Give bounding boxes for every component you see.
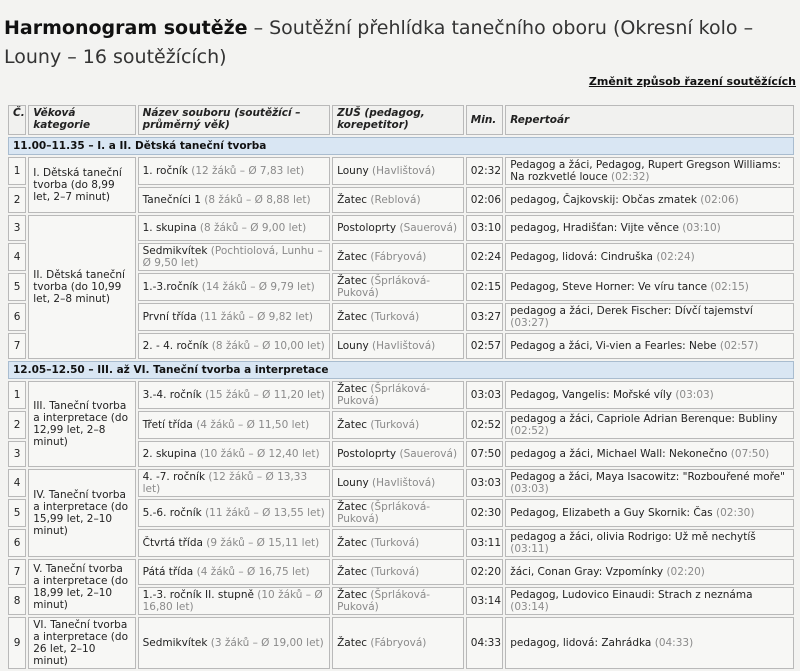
ensemble-name: 1. ročník	[142, 165, 188, 177]
school-name: Postoloprty	[337, 222, 397, 234]
duration: 02:06	[466, 187, 503, 213]
ensemble-name: Pátá třída	[142, 566, 194, 578]
ensemble-cell	[138, 441, 330, 467]
row-number: 3	[8, 215, 26, 241]
school-cell	[332, 187, 464, 213]
school-cell	[332, 303, 464, 331]
repertoire-cell	[505, 187, 794, 213]
duration: 04:33	[466, 617, 503, 669]
teacher-name: (Reblová)	[370, 194, 421, 206]
ensemble-cell	[138, 411, 330, 439]
duration: 03:10	[466, 215, 503, 241]
ensemble-name: Tanečníci 1	[142, 194, 201, 206]
row-number: 1	[8, 157, 26, 185]
teacher-name: (Sauerová)	[399, 448, 458, 460]
ensemble-info: (12 žáků – Ø 7,83 let)	[191, 165, 305, 177]
ensemble-info: (15 žáků – Ø 11,20 let)	[205, 389, 325, 401]
row-number: 3	[8, 441, 26, 467]
school-cell	[332, 243, 464, 271]
repertoire-cell	[505, 215, 794, 241]
repertoire-text: Pedagog, Steve Horner: Ve víru tance	[510, 281, 708, 293]
schedule-table	[6, 103, 796, 671]
duration: 03:11	[466, 529, 503, 557]
ensemble-cell	[138, 469, 330, 497]
repertoire-time: (03:03)	[675, 389, 714, 401]
teacher-name: (Havlištová)	[372, 165, 436, 177]
row-number: 1	[8, 381, 26, 409]
header-repertoar: Repertoár	[505, 105, 794, 135]
table-row	[8, 617, 794, 669]
row-number: 4	[8, 243, 26, 271]
repertoire-time: (02:30)	[715, 507, 755, 519]
repertoire-cell	[505, 587, 794, 615]
ensemble-info: (Pochtiolová, Lunhu – Ø 9,50 let)	[142, 245, 323, 269]
row-number: 9	[8, 617, 26, 669]
repertoire-cell	[505, 529, 794, 557]
school-cell	[332, 441, 464, 467]
ensemble-name: První třída	[142, 311, 197, 323]
age-category: VI. Taneční tvorba a interpretace (do 26 let, 2–10 minut)	[28, 617, 135, 669]
age-category: V. Taneční tvorba a interpretace (do 18,99 let, 2–10 minut)	[28, 559, 135, 615]
school-name: Žatec	[337, 537, 368, 549]
repertoire-time: (02:24)	[656, 251, 695, 263]
ensemble-name: 1.-3.ročník	[142, 281, 199, 293]
repertoire-text: Pedagog, Ludovico Einaudi: Strach z neznáma	[510, 589, 753, 601]
duration: 02:30	[466, 499, 503, 527]
duration: 03:03	[466, 381, 503, 409]
duration: 07:50	[466, 441, 503, 467]
ensemble-name: Třetí třída	[142, 419, 193, 431]
ensemble-info: (9 žáků – Ø 15,11 let)	[206, 537, 320, 549]
repertoire-time: (03:14)	[510, 601, 549, 613]
school-cell	[332, 411, 464, 439]
repertoire-text: pedagog, lidová: Zahrádka	[510, 637, 652, 649]
repertoire-time: (04:33)	[654, 637, 694, 649]
ensemble-cell	[138, 303, 330, 331]
school-cell	[332, 559, 464, 585]
ensemble-info: (10 žáků – Ø 16,80 let)	[142, 589, 323, 613]
age-category: IV. Taneční tvorba a interpretace (do 15,99 let, 2–10 minut)	[28, 469, 135, 557]
repertoire-time: (03:03)	[510, 483, 549, 495]
teacher-name: (Turková)	[370, 566, 420, 578]
repertoire-cell	[505, 469, 794, 497]
row-number: 7	[8, 333, 26, 359]
table-row	[8, 215, 794, 241]
ensemble-info: (8 žáků – Ø 9,00 let)	[199, 222, 307, 234]
duration: 02:24	[466, 243, 503, 271]
ensemble-cell	[138, 499, 330, 527]
teacher-name: (Šprláková-Puková)	[337, 589, 431, 613]
age-category: III. Taneční tvorba a interpretace (do 12,99 let, 2–8 minut)	[28, 381, 135, 467]
header-zus: ZUŠ (pedagog, korepetitor)	[332, 105, 464, 135]
school-cell	[332, 529, 464, 557]
teacher-name: (Havlištová)	[372, 340, 436, 352]
repertoire-cell	[505, 303, 794, 331]
row-number: 4	[8, 469, 26, 497]
table-header-row	[8, 105, 794, 135]
ensemble-info: (11 žáků – Ø 13,55 let)	[205, 507, 325, 519]
teacher-name: (Havlištová)	[372, 477, 436, 489]
repertoire-text: pedagog a žáci, olivia Rodrigo: Už mě nechytíš	[510, 531, 756, 543]
ensemble-cell	[138, 381, 330, 409]
repertoire-cell	[505, 157, 794, 185]
ensemble-name: Čtvrtá třída	[142, 537, 203, 549]
teacher-name: (Sauerová)	[399, 222, 458, 234]
table-row	[8, 469, 794, 497]
teacher-name: (Turková)	[370, 419, 420, 431]
row-number: 2	[8, 411, 26, 439]
duration: 03:03	[466, 469, 503, 497]
school-cell	[332, 587, 464, 615]
section-header-row	[8, 137, 794, 155]
ensemble-info: (11 žáků – Ø 9,82 let)	[200, 311, 313, 323]
ensemble-cell	[138, 215, 330, 241]
repertoire-cell	[505, 381, 794, 409]
repertoire-cell	[505, 441, 794, 467]
section-label: 12.05–12.50 – III. až VI. Taneční tvorba a interpretace	[8, 361, 794, 379]
ensemble-info: (8 žáků – Ø 10,00 let)	[211, 340, 325, 352]
school-name: Žatec	[337, 194, 368, 206]
ensemble-info: (3 žáků – Ø 19,00 let)	[210, 637, 324, 649]
change-sort-link[interactable]: Změnit způsob řazení soutěžících	[588, 75, 796, 88]
ensemble-cell	[138, 559, 330, 585]
repertoire-time: (07:50)	[730, 448, 770, 460]
age-category: I. Dětská taneční tvorba (do 8,99 let, 2–7 minut)	[28, 157, 135, 213]
school-name: Žatec	[337, 251, 368, 263]
header-min: Min.	[466, 105, 503, 135]
repertoire-text: pedagog a žáci, Derek Fischer: Dívčí tajemství	[510, 305, 753, 317]
row-number: 2	[8, 187, 26, 213]
teacher-name: (Fábryová)	[370, 637, 427, 649]
school-cell	[332, 157, 464, 185]
school-name: Louny	[337, 340, 369, 352]
school-name: Žatec	[337, 383, 368, 395]
header-cislo: Č.	[8, 105, 26, 135]
ensemble-cell	[138, 273, 330, 301]
duration: 02:32	[466, 157, 503, 185]
repertoire-time: (02:20)	[666, 566, 705, 578]
ensemble-name: 5.-6. ročník	[142, 507, 202, 519]
ensemble-cell	[138, 529, 330, 557]
school-name: Postoloprty	[337, 448, 397, 460]
repertoire-cell	[505, 617, 794, 669]
repertoire-text: Pedagog, lidová: Cindruška	[510, 251, 653, 263]
ensemble-cell	[138, 587, 330, 615]
repertoire-text: pedagog a žáci, Capriole Adrian Berenque: Bubliny	[510, 413, 778, 425]
row-number: 5	[8, 499, 26, 527]
duration: 02:15	[466, 273, 503, 301]
ensemble-info: (4 žáků – Ø 11,50 let)	[196, 419, 310, 431]
page-title	[4, 14, 794, 72]
section-label: 11.00–11.35 – I. a II. Dětská taneční tvorba	[8, 137, 794, 155]
row-number: 8	[8, 587, 26, 615]
repertoire-text: Pedagog a žáci, Vi-vien a Fearles: Nebe	[510, 340, 717, 352]
title-subtitle: – Soutěžní přehlídka tanečního oboru (Okresní kolo – Louny – 16 soutěžících)	[4, 17, 754, 68]
duration: 02:57	[466, 333, 503, 359]
repertoire-cell	[505, 559, 794, 585]
repertoire-cell	[505, 243, 794, 271]
ensemble-name: 3.-4. ročník	[142, 389, 202, 401]
repertoire-text: Pedagog a žáci, Maya Isacowitz: "Rozbouřené moře"	[510, 471, 785, 483]
ensemble-name: Sedmikvítek	[142, 245, 208, 257]
ensemble-name: 2. - 4. ročník	[142, 340, 209, 352]
school-cell	[332, 333, 464, 359]
table-row	[8, 157, 794, 185]
ensemble-cell	[138, 333, 330, 359]
school-cell	[332, 499, 464, 527]
repertoire-text: pedagog, Čajkovskij: Občas zmatek	[510, 194, 697, 206]
repertoire-time: (02:52)	[510, 425, 549, 437]
ensemble-name: 4. -7. ročník	[142, 471, 206, 483]
repertoire-time: (02:57)	[719, 340, 759, 352]
row-number: 5	[8, 273, 26, 301]
repertoire-cell	[505, 499, 794, 527]
school-name: Žatec	[337, 275, 368, 287]
school-name: Louny	[337, 477, 369, 489]
duration: 02:52	[466, 411, 503, 439]
duration: 02:20	[466, 559, 503, 585]
title-main: Harmonogram soutěže	[4, 17, 248, 39]
ensemble-info: (12 žáků – Ø 13,33 let)	[142, 471, 308, 495]
header-kategorie: Věková kategorie	[28, 105, 135, 135]
school-cell	[332, 381, 464, 409]
repertoire-time: (03:10)	[682, 222, 721, 234]
repertoire-time: (02:06)	[700, 194, 739, 206]
school-cell	[332, 617, 464, 669]
repertoire-text: pedagog, Hradišťan: Vijte věnce	[510, 222, 679, 234]
repertoire-text: pedagog a žáci, Michael Wall: Nekonečno	[510, 448, 728, 460]
ensemble-name: 1.-3. ročník II. stupně	[142, 589, 254, 601]
row-number: 7	[8, 559, 26, 585]
repertoire-time: (02:15)	[710, 281, 749, 293]
repertoire-cell	[505, 411, 794, 439]
age-category: II. Dětská taneční tvorba (do 10,99 let, 2–8 minut)	[28, 215, 135, 359]
teacher-name: (Turková)	[370, 311, 420, 323]
table-row	[8, 381, 794, 409]
ensemble-cell	[138, 187, 330, 213]
repertoire-cell	[505, 333, 794, 359]
ensemble-info: (14 žáků – Ø 9,79 let)	[201, 281, 315, 293]
ensemble-cell	[138, 243, 330, 271]
school-name: Žatec	[337, 311, 368, 323]
section-header-row	[8, 361, 794, 379]
ensemble-cell	[138, 157, 330, 185]
schedule-body	[8, 137, 794, 669]
school-name: Žatec	[337, 589, 368, 601]
school-cell	[332, 215, 464, 241]
repertoire-text: žáci, Conan Gray: Vzpomínky	[510, 566, 664, 578]
school-name: Louny	[337, 165, 369, 177]
ensemble-cell	[138, 617, 330, 669]
header-soubor: Název souboru (soutěžící – průměrný věk)	[138, 105, 330, 135]
teacher-name: (Fábryová)	[370, 251, 427, 263]
ensemble-info: (8 žáků – Ø 8,88 let)	[204, 194, 311, 206]
school-cell	[332, 273, 464, 301]
teacher-name: (Šprláková-Puková)	[337, 501, 431, 525]
school-name: Žatec	[337, 566, 368, 578]
school-cell	[332, 469, 464, 497]
teacher-name: (Šprláková-Puková)	[337, 383, 431, 407]
row-number: 6	[8, 529, 26, 557]
repertoire-text: Pedagog, Vangelis: Mořské víly	[510, 389, 672, 401]
ensemble-name: Sedmikvítek	[142, 637, 208, 649]
teacher-name: (Turková)	[370, 537, 420, 549]
repertoire-cell	[505, 273, 794, 301]
ensemble-info: (10 žáků – Ø 12,40 let)	[199, 448, 320, 460]
repertoire-text: Pedagog, Elizabeth a Guy Skornik: Čas	[510, 507, 713, 519]
repertoire-text: Pedagog a žáci, Pedagog, Rupert Gregson Williams: Na rozkvetlé louce	[510, 159, 781, 183]
row-number: 6	[8, 303, 26, 331]
repertoire-time: (02:32)	[611, 171, 650, 183]
repertoire-time: (03:11)	[510, 543, 549, 555]
ensemble-name: 2. skupina	[142, 448, 197, 460]
ensemble-name: 1. skupina	[142, 222, 197, 234]
table-row	[8, 559, 794, 585]
repertoire-time: (03:27)	[510, 317, 549, 329]
school-name: Žatec	[337, 637, 368, 649]
ensemble-info: (4 žáků – Ø 16,75 let)	[196, 566, 310, 578]
duration: 03:14	[466, 587, 503, 615]
teacher-name: (Šprláková-Puková)	[337, 275, 431, 299]
school-name: Žatec	[337, 501, 368, 513]
school-name: Žatec	[337, 419, 368, 431]
duration: 03:27	[466, 303, 503, 331]
